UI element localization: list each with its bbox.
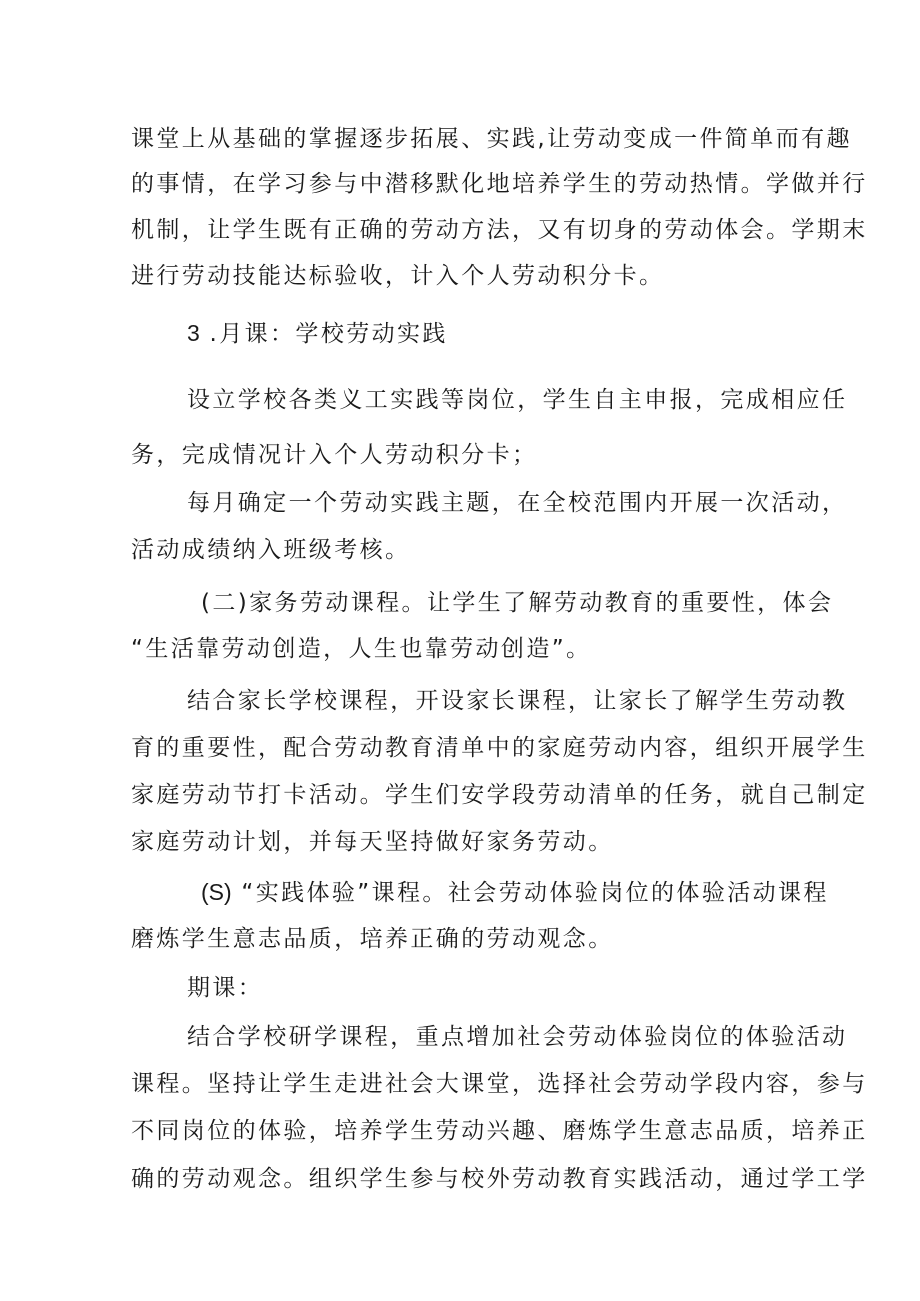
paragraph-line: “生活靠劳动创造，人生也靠劳动创造”。 [131, 636, 592, 662]
paragraph-line: 磨炼学生意志品质，培养正确的劳动观念。 [131, 926, 614, 952]
paragraph-line: 育的重要性，配合劳动教育清单中的家庭劳动内容，组织开展学生 [131, 735, 868, 761]
paragraph-line: 不同岗位的体验，培养学生劳动兴趣、磨炼学生意志品质，培养正 [131, 1118, 868, 1144]
paragraph-line: 课程。坚持让学生走进社会大课堂，选择社会劳动学段内容，参与 [131, 1071, 868, 1097]
section-marker: (S) [201, 879, 232, 905]
paragraph-line: 务，完成情况计入个人劳动积分卡； [131, 442, 538, 468]
paragraph-line: 机制，让学生既有正确的劳动方法，又有切身的劳动体会。学期末 [131, 217, 868, 243]
paragraph-line: 结合家长学校课程，开设家长课程，让家长了解学生劳动教 [187, 688, 848, 714]
paragraph-line: 家庭劳动节打卡活动。学生们安学段劳动清单的任务，就自己制定 [131, 782, 868, 808]
paragraph-line: 每月确定一个劳动实践主题，在全校范围内开展一次活动， [187, 490, 848, 516]
subheading-term-course: 期课： [187, 975, 264, 1001]
paragraph-line: 设立学校各类义工实践等岗位，学生自主申报，完成相应任 [187, 387, 848, 413]
section-heading-text: “实践体验”课程。社会劳动体验岗位的体验活动课程 [241, 880, 829, 906]
section-heading-text: .月课：学校劳动实践 [209, 321, 448, 347]
paragraph-line: 结合学校研学课程，重点增加社会劳动体验岗位的体验活动 [187, 1024, 848, 1050]
paragraph-line: 进行劳动技能达标验收，计入个人劳动积分卡。 [131, 263, 665, 289]
paragraph-line: 的事情，在学习参与中潜移默化地培养学生的劳动热情。学做并行 [131, 171, 868, 197]
paragraph-line: 确的劳动观念。组织学生参与校外劳动教育实践活动，通过学工学 [131, 1166, 868, 1192]
section-heading-practice [201, 877, 881, 908]
section-heading-monthly [187, 318, 867, 349]
paragraph-line: 课堂上从基础的掌握逐步拓展、实践,让劳动变成一件简单而有趣 [131, 126, 852, 152]
paragraph-line: 家庭劳动计划，并每天坚持做好家务劳动。 [131, 829, 614, 855]
section-heading-household: (二)家务劳动课程。让学生了解劳动教育的重要性，体会 [201, 590, 834, 616]
paragraph-line: 活动成绩纳入班级考核。 [131, 537, 411, 563]
section-number: 3 [187, 320, 200, 346]
